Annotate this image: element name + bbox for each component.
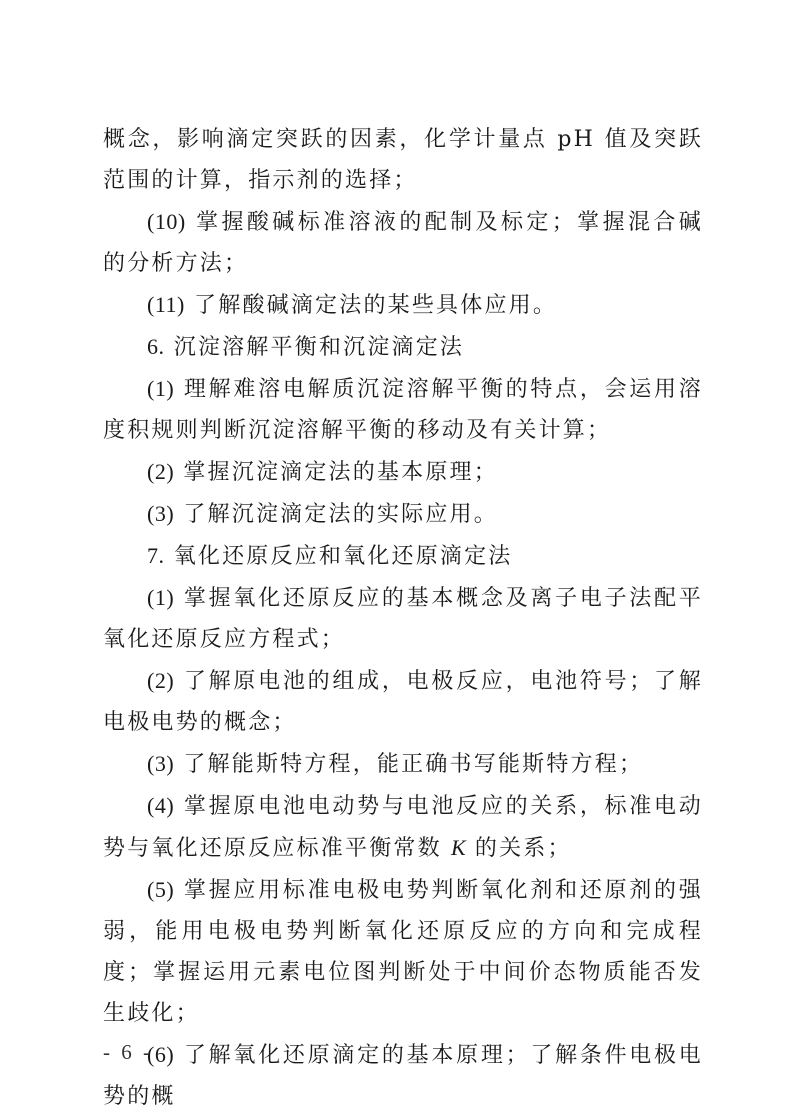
list-item [103, 869, 703, 1034]
list-item [103, 493, 703, 535]
item-text: 掌握原电池电动势与电池反应的关系，标准电动势与氧化还原反应标准平衡常数 [103, 794, 704, 861]
list-item [103, 577, 703, 660]
paragraph-continuation [103, 119, 703, 201]
page-number: - 6 - [103, 1040, 153, 1064]
list-item [103, 368, 703, 451]
list-item [103, 451, 703, 493]
section-heading [103, 535, 703, 577]
item-text: 掌握沉淀滴定法的基本原理； [183, 460, 498, 485]
item-number: (1) [147, 376, 175, 401]
item-number: (5) [147, 877, 175, 902]
item-text: 掌握酸碱标准溶液的配制及标定；掌握混合碱的分析方法； [103, 210, 703, 276]
paragraph-text: 概念，影响滴定突跃的因素，化学计量点 pH 值及突跃范围的计算，指示剂的选择； [103, 127, 703, 193]
item-number: (3) [147, 501, 175, 526]
item-text: 掌握应用标准电极电势判断氧化剂和还原剂的强弱，能用电极电势判断氧化还原反应的方向和完成程度；掌握运用元素电位图判断处于中间价态物质能否发生歧化； [103, 878, 704, 1026]
section-title: 氧化还原反应和氧化还原滴定法 [173, 544, 513, 569]
item-text-tail: 的关系； [474, 836, 572, 861]
item-text: 了解能斯特方程，能正确书写能斯特方程； [183, 752, 644, 777]
section-number: 7. [147, 543, 165, 568]
item-number: (11) [147, 292, 185, 317]
item-number: (6) [147, 1042, 175, 1067]
item-number: (3) [147, 751, 175, 776]
list-item [103, 201, 703, 284]
section-title: 沉淀溶解平衡和沉淀滴定法 [173, 335, 465, 360]
item-number: (1) [147, 585, 175, 610]
item-number: (4) [147, 793, 175, 818]
section-heading [103, 326, 703, 368]
item-text: 了解沉淀滴定法的实际应用。 [183, 502, 498, 527]
list-item [103, 785, 703, 869]
item-number: (2) [147, 668, 175, 693]
list-item [103, 660, 703, 743]
item-number: (10) [147, 209, 186, 234]
item-text: 理解难溶电解质沉淀溶解平衡的特点，会运用溶度积规则判断沉淀溶解平衡的移动及有关计算； [103, 377, 704, 443]
item-text: 了解原电池的组成，电极反应，电池符号；了解电极电势的概念； [103, 669, 704, 735]
document-body [103, 119, 703, 1117]
section-number: 6. [147, 334, 165, 359]
item-text: 了解酸碱滴定法的某些具体应用。 [194, 293, 558, 318]
item-text: 了解氧化还原滴定的基本原理；了解条件电极电势的概 [103, 1043, 704, 1109]
item-number: (2) [147, 459, 175, 484]
item-text: 掌握氧化还原反应的基本概念及离子电子法配平氧化还原反应方程式； [103, 586, 704, 652]
list-item [103, 1034, 703, 1117]
list-item [103, 743, 703, 785]
list-item [103, 284, 703, 326]
math-symbol: K [451, 835, 466, 860]
